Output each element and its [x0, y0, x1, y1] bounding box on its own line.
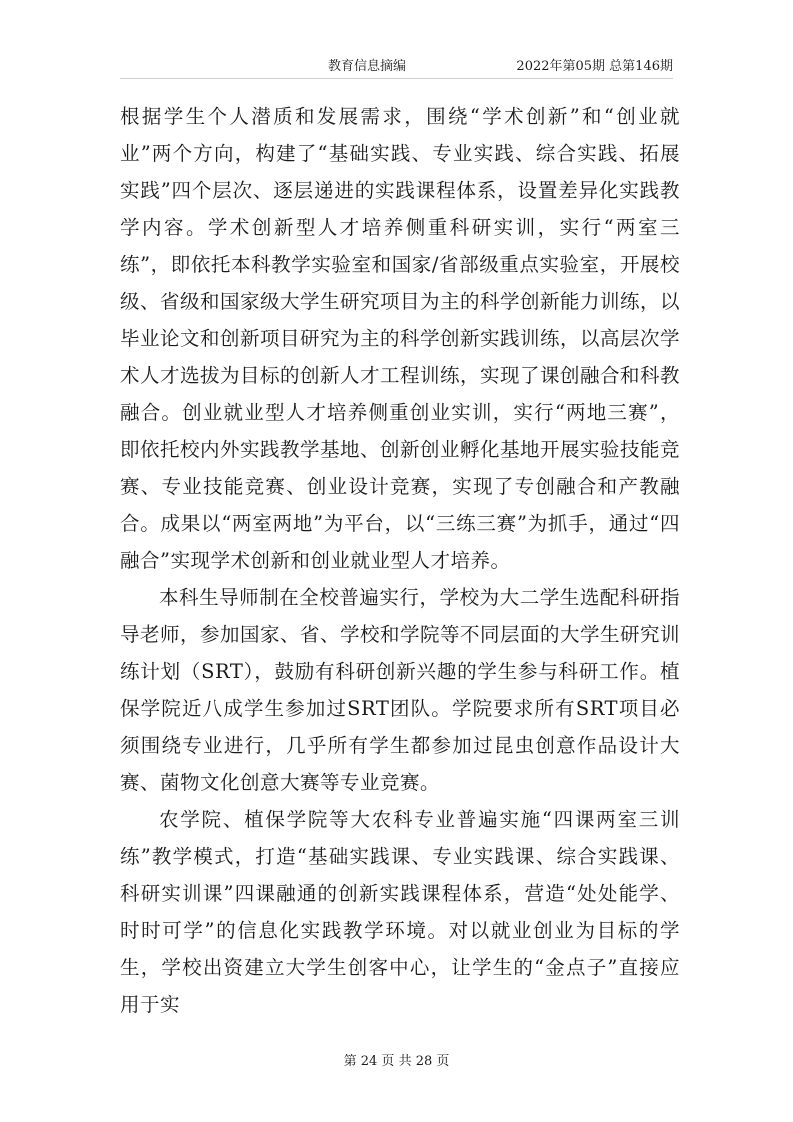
header-divider [120, 78, 673, 79]
page-header [328, 55, 673, 75]
journal-title: 教育信息摘编 [328, 59, 407, 74]
paragraph-teaching-model: 农学院、植保学院等大农科专业普遍实施“四课两室三训练”教学模式，打造“基础实践课、专业实践课、综合实践课、科研实训课”四课融通的创新实践课程体系，营造“处处能学、时时可学”的信息化实践教学环境。对以就业创业为目标的学生，学校出资建立大学生创客中心，让学生的“金点子”直接应用于实 [120, 808, 680, 1016]
page-footer [0, 1050, 793, 1069]
paragraph-mentor-system: 本科生导师制在全校普遍实行，学校为大二学生选配科研指导老师，参加国家、省、学校和学院等不同层面的大学生研究训练计划（SRT），鼓励有科研创新兴趣的学生参与科研工作。植保学院近八成学生参加过SRT团队。学院要求所有SRT项目必须围绕专业进行，几乎所有学生都参加过昆虫创意作品设计大赛、菌物文化创意大赛等专业竞赛。 [120, 586, 681, 794]
article-body [120, 98, 680, 1023]
paragraph-continuation: 根据学生个人潜质和发展需求，围绕“学术创新”和“创业就业”两个方向，构建了“基础实践、专业实践、综合实践、拓展实践”四个层次、逐层递进的实践课程体系，设置差异化实践教学内容。学术创新型人才培养侧重科研实训，实行“两室三练”，即依托本科教学实验室和国家/省部级重点实验室，开展校级、省级和国家级大学生研究项目为主的科学创新能力训练，以毕业论文和创新项目研究为主的科学创新实践训练，以高层次学术人才选拔为目标的创新人才工程训练，实现了课创融合和科教融合。创业就业型人才培养侧重创业实训，实行“两地三赛”，即依托校内外实践教学基地、创新创业孵化基地开展实验技能竞赛、专业技能竞赛、创业设计竞赛，实现了专创融合和产教融合。成果以“两室两地”为平台，以“三练三赛”为抓手，通过“四融合”实现学术创新和创业就业型人才培养。 [120, 105, 681, 572]
page-number: 第 24 页 共 28 页 [343, 1054, 450, 1069]
issue-number: 2022年第05期 总第146期 [516, 59, 673, 74]
